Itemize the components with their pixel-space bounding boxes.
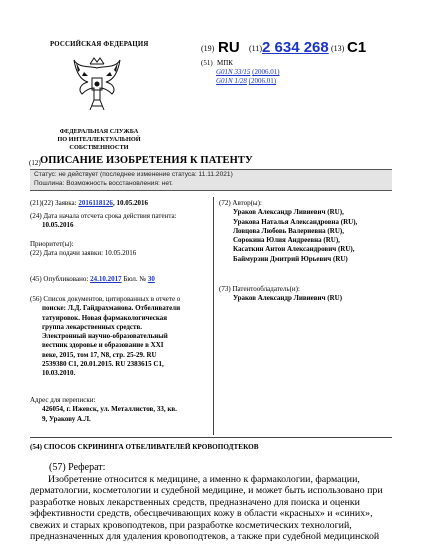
column-divider (213, 197, 214, 435)
term-start-label: (24) Дата начала отсчета срока действия патента: (30, 212, 177, 220)
section-divider (30, 437, 392, 438)
abstract-heading: (57) Реферат: (49, 462, 106, 473)
code-19: (19) (201, 44, 215, 53)
authors-label: (72) Автор(ы): (219, 199, 262, 207)
ipc-entry[interactable] (216, 68, 280, 76)
priority-label: Приоритет(ы): (30, 240, 74, 248)
patent-number-link[interactable]: 2 634 268 (262, 39, 329, 56)
application-label: (21)(22) Заявка: (30, 199, 77, 207)
refs-code: (56) (30, 295, 42, 303)
code-11: (11) (249, 44, 263, 53)
publication-label: (45) Опубликовано: (30, 275, 89, 283)
application-date: , 10.05.2016 (112, 199, 148, 207)
author-name: Баймурзин Дмитрий Юрьевич (RU) (233, 254, 348, 263)
owners-field (219, 285, 394, 304)
author-name: Уракова Наталья Александровна (RU), (233, 217, 358, 226)
coat-of-arms-icon (70, 54, 124, 118)
publication-date-link[interactable]: 24.10.2017 (90, 275, 122, 283)
author-name: Сорокина Юлия Андреевна (RU), (233, 236, 340, 245)
refs-line: группа лекарственных средств. (42, 322, 142, 331)
term-start-field (30, 212, 214, 231)
refs-line: Электронный научно-образовательный (42, 332, 168, 341)
refs-intro: Список документов, цитированных в отчете о (43, 295, 181, 303)
correspondence-address (30, 396, 212, 424)
refs-line: 2539380 C1, 20.01.2015. RU 2383615 C1, (42, 360, 164, 369)
address-line: 9, Уракову А.Л. (42, 414, 91, 423)
application-number-link[interactable]: 2016118126 (78, 199, 113, 207)
abstract-line: свежих и старых кровоподтеков, при разработке косметических технологий, (30, 519, 352, 531)
code-13: (13) (331, 44, 345, 53)
refs-line: татуировок. Новая фармакологическая (42, 313, 168, 322)
bulletin-number-link[interactable]: 30 (147, 275, 155, 283)
document-title: ОПИСАНИЕ ИЗОБРЕТЕНИЯ К ПАТЕНТУ (40, 155, 253, 166)
abstract-text (30, 474, 392, 542)
refs-line: вестник здоровье и образование в XXI (42, 341, 164, 350)
refs-line: веке, 2015, том 17, N8, стр. 25-29. RU (42, 350, 157, 359)
address-line: 426054, г. Ижевск, ул. Металлистов, 33, кв. (42, 405, 177, 414)
country-name: РОССИЙСКАЯ ФЕДЕРАЦИЯ (50, 41, 149, 48)
address-label: Адрес для переписки: (30, 396, 96, 404)
ipc-code-link[interactable]: G01N 1/28 (216, 77, 247, 85)
authors-field (219, 199, 394, 264)
fee-text: Пошлина: Возможность восстановления: нет. (34, 180, 173, 187)
owners-label: (73) Патентообладатель(и): (219, 285, 300, 293)
ipc-code-link[interactable]: G01N 33/15 (216, 68, 251, 76)
owner-name: Ураков Александр Ливиевич (RU) (233, 294, 343, 303)
agency-line-2: ПО ИНТЕЛЛЕКТУАЛЬНОЙ СОБСТВЕННОСТИ (57, 136, 141, 151)
agency-line-1: ФЕДЕРАЛЬНАЯ СЛУЖБА (59, 128, 139, 135)
invention-title: (54) СПОСОБ СКРИНИНГА ОТБЕЛИВАТЕЛЕЙ КРОВОПОДТЕКОВ (30, 443, 259, 451)
filing-date: (22) Дата подачи заявки: 10.05.2016 (30, 249, 137, 257)
abstract-line: эффективности средств, обесцвечивающих кожу в области «красных» и «синих», (30, 508, 373, 520)
title-code: (12) (29, 159, 41, 167)
term-start-date: 10.05.2016 (42, 221, 74, 230)
code-51: (51) (201, 59, 213, 67)
author-name: Ураков Александр Ливиевич (RU), (233, 208, 344, 217)
author-name: Касаткин Антон Александрович (RU), (233, 245, 355, 254)
abstract-line: дерматологии, косметологии и судебной медицине, и может быть использовано при (30, 485, 383, 497)
refs-line: 10.03.2010. (42, 369, 76, 378)
refs-line: поиске: Л.Д. Гайдрахманова. Отбеливатели (42, 304, 181, 313)
agency-name (40, 128, 158, 152)
application-field (30, 199, 210, 208)
mpk-label: МПК (217, 59, 233, 67)
ipc-year[interactable]: (2006.01) (248, 77, 277, 85)
abstract-line: разработке новых лекарственных средств, предназначено для поиска и оценки (30, 496, 360, 508)
abstract-line: предназначенных для удаления кровоподтеков, а также при судебной медицинской (30, 531, 380, 543)
kind-code: C1 (347, 39, 367, 56)
publication-field (30, 275, 155, 284)
status-text: Статус: не действует (последнее изменение статуса: 11.11.2021) (34, 171, 233, 178)
ipc-year[interactable]: (2006.01) (252, 68, 280, 76)
country-code: RU (218, 39, 240, 56)
ipc-entry[interactable] (216, 77, 276, 85)
author-name: Ловцова Любовь Валериевна (RU), (233, 226, 344, 235)
abstract-line: Изобретение относится к медицине, а именно к фармакологии, фармации, (48, 474, 360, 485)
cited-documents (30, 295, 212, 379)
bulletin-label: Бюл. № (123, 275, 147, 283)
